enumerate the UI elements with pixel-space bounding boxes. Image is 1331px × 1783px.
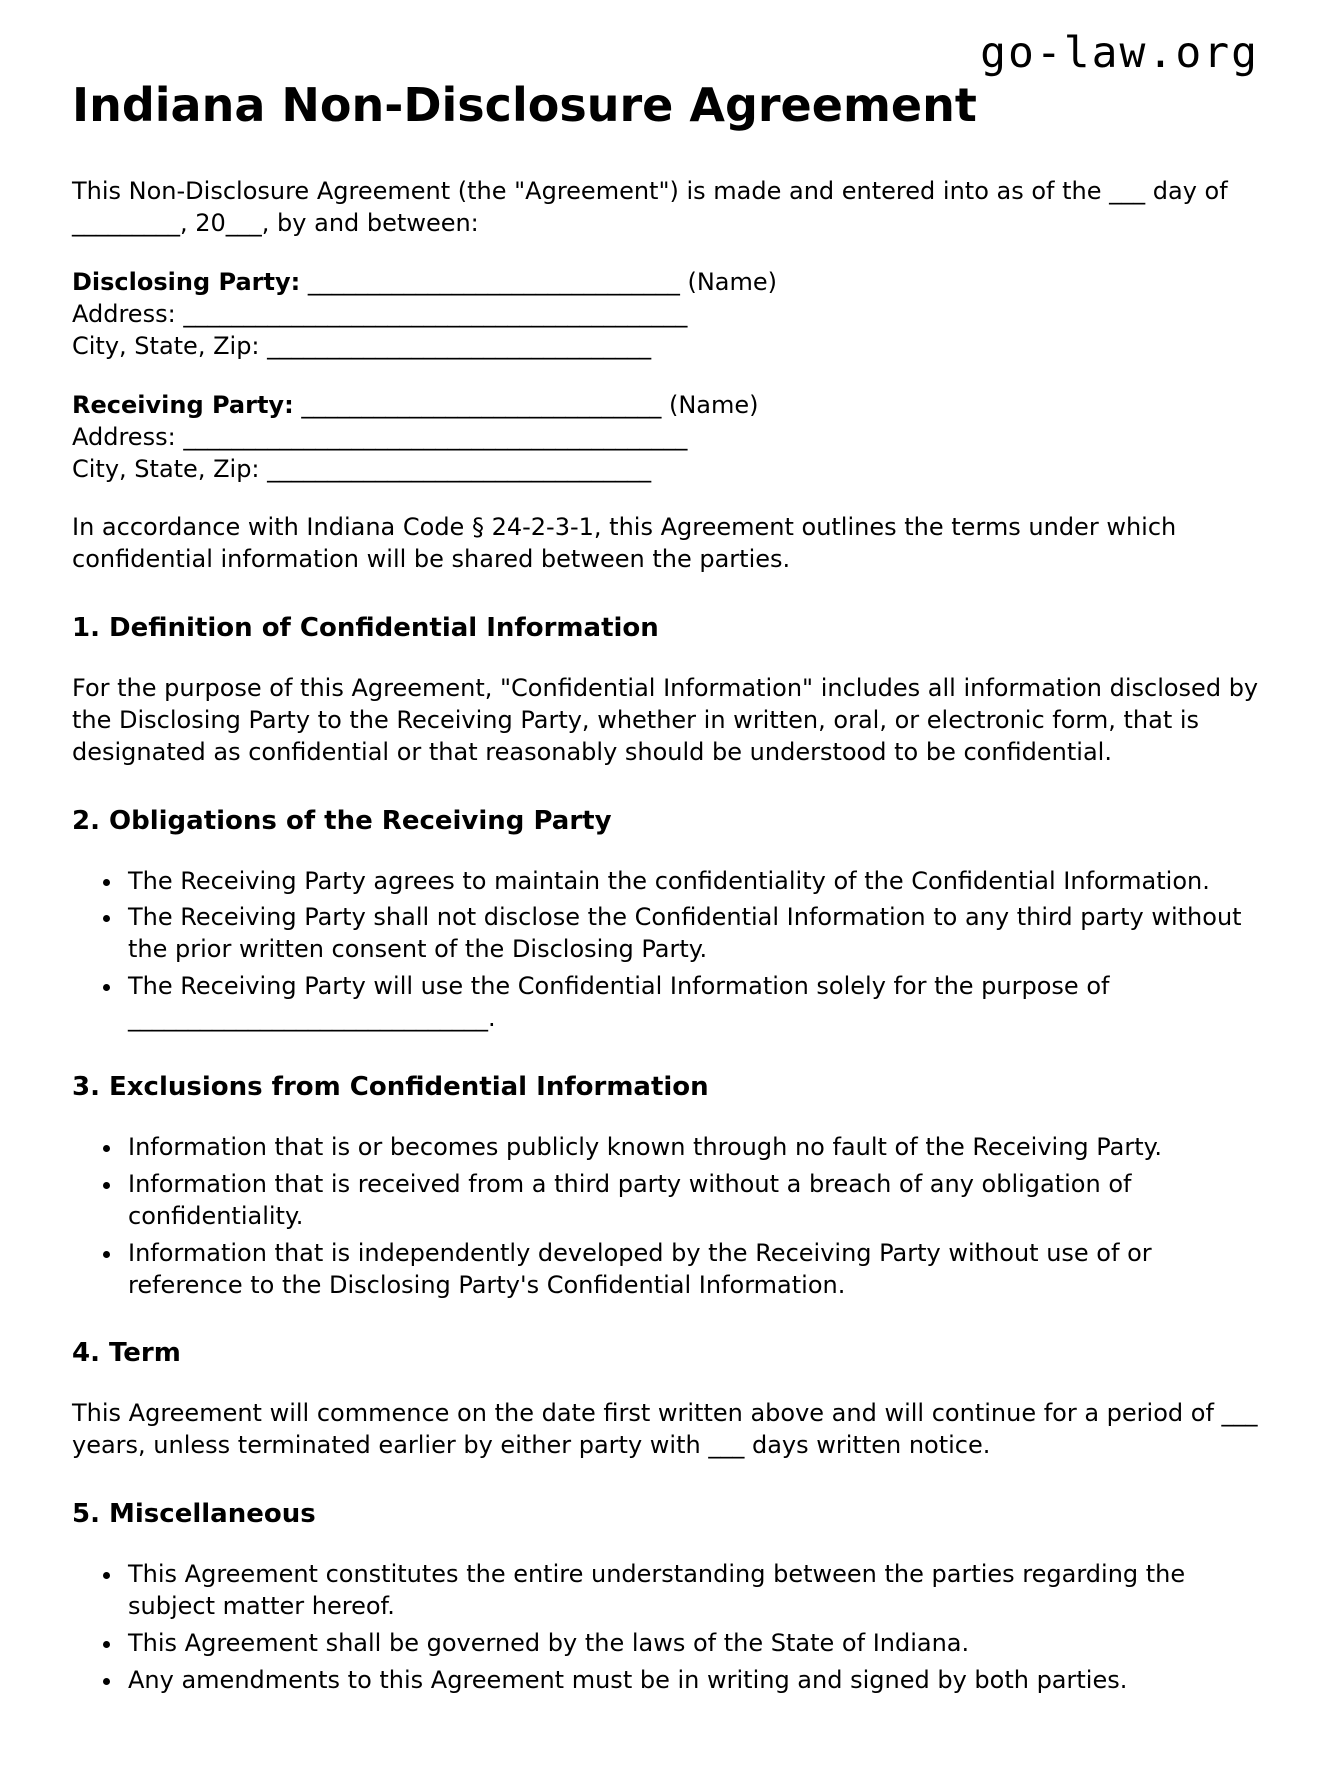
legal-basis-paragraph: In accordance with Indiana Code § 24-2-3-1, this Agreement outlines the terms under which confidential information will be shared between the parties. xyxy=(72,513,1177,574)
receiving-party-name-line xyxy=(72,390,1259,422)
receiving-party-label: Receiving Party: xyxy=(72,390,294,419)
disclosing-party-address-line xyxy=(72,299,1259,331)
brand-logo: go-law.org xyxy=(980,28,1259,78)
section-3-bullet-list xyxy=(72,1132,1259,1302)
list-item: • Any amendments to this Agreement must be in writing and signed by both parties. xyxy=(124,1665,1259,1697)
section-5-bullet-list xyxy=(72,1559,1259,1697)
receiving-party-name-blank: ______________________________ xyxy=(301,390,662,419)
section-4-body: This Agreement will commence on the date first written above and will continue for a period of ___ years, unless terminated earlier by either party with ___ days written notice. xyxy=(72,1399,1258,1460)
disclosing-party-address-blank: __________________________________________ xyxy=(183,299,688,328)
disclosing-party-address-label: Address: xyxy=(72,299,176,328)
list-item: • This Agreement shall be governed by the laws of the State of Indiana. xyxy=(124,1628,1259,1660)
list-item: • Information that is independently developed by the Receiving Party without use of or reference to the Disclosing Party's Confidential Information. xyxy=(124,1238,1259,1302)
disclosing-party-name-suffix: (Name) xyxy=(687,268,778,296)
list-item: • This Agreement constitutes the entire understanding between the parties regarding the subject matter hereof. xyxy=(124,1559,1259,1623)
list-item: • The Receiving Party shall not disclose the Confidential Information to any third party without the prior written consent of the Disclosing Party. xyxy=(124,902,1259,966)
receiving-party-address-label: Address: xyxy=(72,422,176,451)
disclosing-party-block xyxy=(72,267,1259,363)
list-item: • The Receiving Party agrees to maintain the confidentiality of the Confidential Information. xyxy=(124,866,1259,898)
section-1-body: For the purpose of this Agreement, "Confidential Information" includes all information disclosed by the Disclosing Party to the Receiving Party, whether in written, oral, or electronic form, that is designated as confidential or that reasonably should be understood to be confidential. xyxy=(72,674,1259,766)
list-item: • The Receiving Party will use the Confidential Information solely for the purpose of ______________________________. xyxy=(124,971,1259,1035)
disclosing-party-city-label: City, State, Zip: xyxy=(72,331,260,360)
section-3-heading: 3. Exclusions from Confidential Information xyxy=(72,1072,709,1103)
receiving-party-address-blank: __________________________________________ xyxy=(183,422,688,451)
section-4-heading: 4. Term xyxy=(72,1338,181,1369)
disclosing-party-name-blank: _______________________________ xyxy=(307,268,680,296)
receiving-party-address-line xyxy=(72,422,1259,454)
disclosing-party-name-line xyxy=(72,267,1259,299)
receiving-party-city-label: City, State, Zip: xyxy=(72,454,260,483)
page-title: Indiana Non-Disclosure Agreement xyxy=(72,78,977,133)
list-item: • Information that is or becomes publicly known through no fault of the Receiving Party. xyxy=(124,1132,1259,1164)
disclosing-party-label: Disclosing Party: xyxy=(72,268,301,296)
disclosing-party-city-blank: ________________________________ xyxy=(267,331,652,360)
section-5-heading: 5. Miscellaneous xyxy=(72,1499,316,1530)
disclosing-party-city-line xyxy=(72,331,1259,363)
list-item: • Information that is received from a third party without a breach of any obligation of confidentiality. xyxy=(124,1169,1259,1233)
receiving-party-name-suffix: (Name) xyxy=(668,390,759,419)
section-2-heading: 2. Obligations of the Receiving Party xyxy=(72,805,612,836)
receiving-party-block xyxy=(72,390,1259,486)
section-2-bullet-list xyxy=(72,866,1259,1036)
receiving-party-city-blank: ________________________________ xyxy=(267,454,652,483)
receiving-party-city-line xyxy=(72,454,1259,486)
intro-paragraph: This Non-Disclosure Agreement (the "Agreement") is made and entered into as of the ___ day of _________, 20___, by and between: xyxy=(72,177,1228,238)
section-1-heading: 1. Definition of Confidential Information xyxy=(72,613,659,644)
